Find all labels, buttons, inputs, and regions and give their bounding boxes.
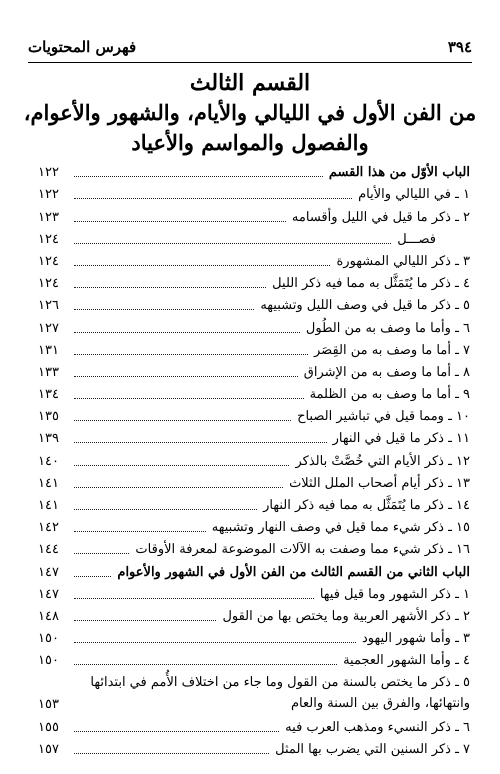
toc-entry-title: ٤ ـ ذكر ما يُتَمَثَّل به مما فيه ذكر الليل [272, 276, 470, 292]
toc-entry[interactable] [38, 404, 470, 426]
toc-page-number: ١٥٧ [38, 741, 59, 757]
toc-entry[interactable] [38, 515, 470, 537]
toc-page-number: ١٣٩ [38, 431, 59, 447]
dot-leader [74, 465, 289, 466]
dot-leader [74, 398, 304, 399]
toc-entry-title: ١٦ ـ ذكر شيء مما وصفت به الآلات الموضوعة لمعرفة الأوقات [135, 542, 470, 558]
dot-leader [74, 332, 300, 333]
dot-leader [74, 664, 337, 665]
dot-leader [74, 576, 111, 577]
dot-leader [74, 198, 352, 199]
toc-page-number: ١٥٣ [38, 697, 59, 713]
toc-entry-title: ١٢ ـ ذكر الأيام التي خُصَّتْ بالذكر [295, 453, 470, 469]
toc-entry[interactable] [38, 471, 470, 493]
toc-entry-title: ٢ ـ ذكر الأشهر العربية وما يختص بها من القول [222, 608, 470, 624]
toc-entry-title: ٨ ـ أما ما وصف به من الإشراق [303, 364, 470, 380]
toc-entry[interactable] [38, 493, 470, 515]
dot-leader [74, 221, 286, 222]
toc-entry[interactable] [38, 604, 470, 626]
toc-entry-title: ١٤ ـ ذكر ما يُتَمَثَّل به مما فيه ذكر النهار [263, 498, 470, 513]
toc-entry[interactable] [38, 227, 470, 249]
table-of-contents [38, 160, 470, 759]
toc-page-number: ١٤١ [38, 498, 59, 513]
toc-entry-title: ٦ ـ وأما ما وصف به من الطُول [305, 320, 470, 336]
toc-page-number: ١٣١ [38, 342, 59, 358]
toc-entry-title: ١ ـ في الليالي والأيام [358, 187, 470, 203]
toc-entry[interactable] [38, 582, 470, 604]
toc-entry[interactable] [38, 426, 470, 448]
dot-leader [74, 420, 291, 421]
dot-leader [74, 243, 391, 244]
toc-page-number: ١٣٣ [38, 364, 59, 380]
toc-page-number: ١٥٠ [38, 631, 59, 647]
dot-leader [74, 176, 323, 177]
toc-entry-title: ٥ ـ ذكر ما يختص بالسنة من القول وما جاء من اختلاف الأُمم في ابتدائها وانتهائها، والفرق بين السنة والعام [90, 675, 470, 712]
toc-entry-title: ١٠ ـ ومما قيل في تباشير الصباح [297, 409, 470, 425]
toc-entry[interactable] [38, 204, 470, 226]
toc-chapter[interactable] [38, 559, 470, 581]
dot-leader [74, 553, 129, 554]
toc-entry[interactable] [38, 537, 470, 559]
toc-entry-title: ٥ ـ ذكر ما قيل في وصف الليل وتشبيهه [260, 298, 470, 314]
toc-page-number: ١٢٧ [38, 320, 59, 336]
toc-page-number: ١٢٦ [38, 298, 59, 314]
toc-entry[interactable] [38, 382, 470, 404]
toc-page-number: ١٤١ [38, 475, 59, 491]
toc-page-number: ١٢٢ [38, 187, 59, 203]
dot-leader [74, 442, 327, 443]
toc-entry-title: ٣ ـ ذكر الليالي المشهورة [336, 253, 470, 269]
toc-entry[interactable] [38, 293, 470, 315]
header-page-number: ٣٩٤ [447, 38, 472, 56]
toc-entry[interactable] [38, 360, 470, 382]
dot-leader [74, 376, 298, 377]
toc-entry[interactable] [38, 271, 470, 293]
toc-entry-title: ٣ ـ وأما شهور اليهود [361, 631, 470, 647]
dot-leader [74, 487, 283, 488]
header-running-title: فهرس المحتويات [28, 38, 137, 56]
toc-page-number: ١٤٧ [38, 564, 59, 580]
dot-leader [74, 265, 330, 266]
toc-entry-title: ١ ـ ذكر الشهور وما قيل فيها [319, 586, 470, 602]
toc-entry-title: ٤ ـ وأما الشهور العجمية [343, 653, 470, 669]
toc-page-number: ١٢٤ [38, 253, 59, 269]
dot-leader [74, 509, 257, 510]
toc-chapter[interactable] [38, 160, 470, 182]
toc-page-number: ١٥٠ [38, 653, 59, 669]
dot-leader [74, 531, 206, 532]
toc-entry-title: الباب الثاني من القسم الثالث من الفن الأول في الشهور والأعوام [117, 564, 470, 580]
toc-page-number: ١٤٨ [38, 608, 59, 624]
toc-entry[interactable] [38, 737, 470, 759]
toc-entry-title: ١٥ ـ ذكر شيء مما قيل في وصف النهار وتشبيهه [211, 520, 470, 536]
toc-page-number: ١٥٥ [38, 719, 59, 735]
toc-entry-title: ٦ ـ ذكر النسيء ومذهب العرب فيه [285, 719, 470, 735]
dot-leader [74, 287, 266, 288]
toc-page-number: ١٣٥ [38, 409, 59, 425]
dot-leader [74, 731, 279, 732]
toc-page-number: ١٢٣ [38, 209, 59, 225]
toc-page-number: ١٢٤ [38, 231, 59, 247]
dot-leader [74, 309, 254, 310]
toc-entry-title: الباب الأوّل من هذا القسم [328, 165, 470, 181]
toc-entry[interactable] [38, 249, 470, 271]
toc-entry[interactable] [38, 182, 470, 204]
toc-entry-title: ٧ ـ أما ما وصف به من القِصَر [314, 342, 470, 358]
dot-leader [74, 598, 314, 599]
header-divider [28, 62, 472, 63]
toc-page-number: ١٢٢ [38, 165, 59, 181]
toc-page-number: ١٤٢ [38, 520, 59, 536]
toc-page-number: ١٢٤ [38, 276, 59, 292]
toc-entry-title: ١١ ـ ذكر ما قيل في النهار [332, 431, 470, 447]
section-subtitle-line-2: والفصول والمواسم والأعياد [131, 130, 369, 155]
toc-entry[interactable] [38, 626, 470, 648]
dot-leader [74, 642, 356, 643]
section-heading [20, 68, 480, 158]
toc-entry-title: فصـــل [397, 231, 436, 247]
toc-entry-title: ١٣ ـ ذكر أيام أصحاب الملل الثلاث [289, 475, 470, 491]
dot-leader [74, 620, 216, 621]
toc-page-number: ١٣٤ [38, 387, 59, 403]
toc-entry-title: ٩ ـ أما ما وصف به من الظلمة [309, 387, 470, 403]
running-header [28, 34, 472, 56]
toc-page-number: ١٤٤ [38, 542, 59, 558]
dot-leader [74, 354, 308, 355]
toc-entry-title: ٢ ـ ذكر ما قيل في الليل وأقسامه [291, 209, 470, 225]
toc-entry[interactable] [38, 670, 470, 714]
toc-entry[interactable] [38, 338, 470, 360]
section-subtitle-line-1: من الفن الأول في الليالي والأيام، والشهور والأعوام، [23, 100, 477, 125]
toc-entry[interactable] [38, 315, 470, 337]
toc-page-number: ١٤٧ [38, 586, 59, 602]
toc-entry[interactable] [38, 448, 470, 470]
toc-entry[interactable] [38, 714, 470, 736]
dot-leader [74, 753, 269, 754]
toc-entry-title: ٧ ـ ذكر السنين التي يضرب بها المثل [275, 741, 470, 757]
toc-entry[interactable] [38, 648, 470, 670]
toc-page-number: ١٤٠ [38, 453, 59, 469]
section-title: القسم الثالث [189, 70, 311, 96]
